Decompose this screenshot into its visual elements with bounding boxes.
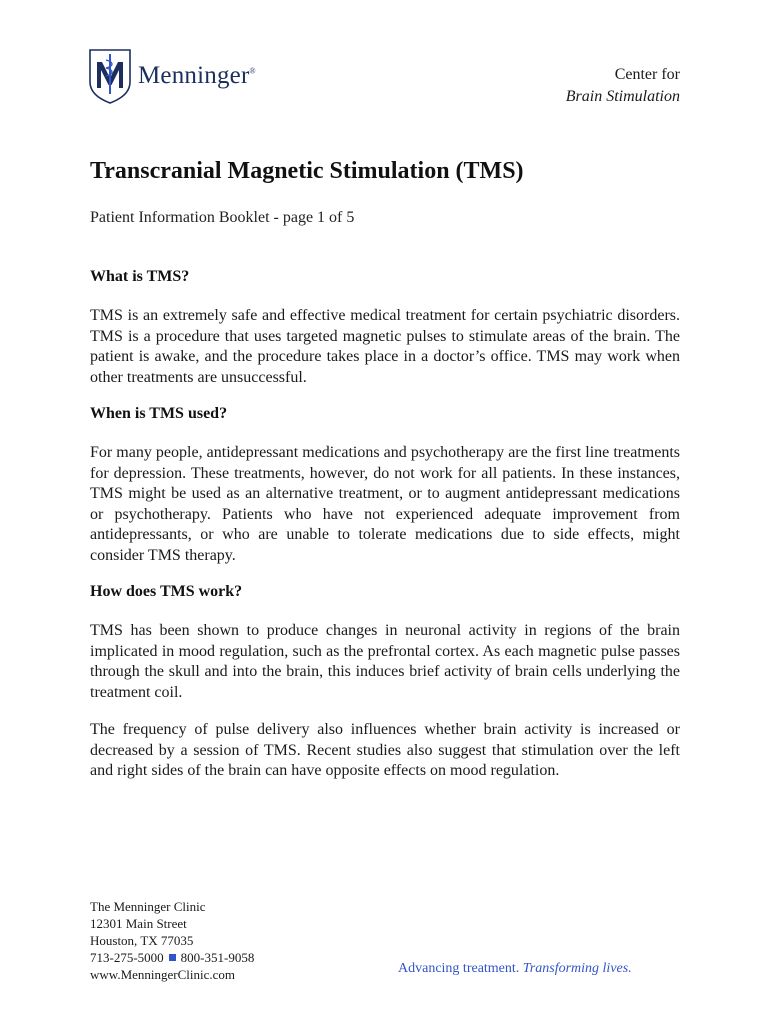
logo-wordmark: Menninger® (138, 62, 256, 89)
center-line-2: Brain Stimulation (565, 88, 680, 105)
menninger-shield-logo-icon (88, 48, 132, 104)
tagline-part-1: Advancing treatment. (398, 961, 520, 976)
section-heading: What is TMS? (90, 268, 190, 285)
footer-website[interactable]: www.MenningerClinic.com (90, 967, 236, 982)
center-header (566, 64, 680, 108)
section-paragraph: TMS has been shown to produce changes in neuronal activity in regions of the brain implicated in mood regulation, such as the prefrontal cortex. As each magnetic pulse passes through the skull and into the brain, this induces brief activity of brain cells underlying the treatment coil. (90, 622, 680, 701)
square-separator-icon (169, 954, 176, 961)
footer-phones (90, 949, 254, 966)
footer-phone-1: 713-275-5000 (90, 950, 164, 965)
footer-street: 12301 Main Street (90, 916, 187, 931)
section-paragraph: For many people, antidepressant medications and psychotherapy are the first line treatments for depression. These treatments, however, do not work for all patients. In these instances, TMS might be used as an alternative treatment, or to augment antidepressant medications or psychotherapy. Patients who have not experienced adequate improvement from antidepressants, or who are unable to tolerate medications due to side effects, might consider TMS therapy. (90, 444, 680, 564)
tagline (398, 961, 632, 977)
section-when-is-tms-used (90, 405, 680, 566)
footer-phone-2: 800-351-9058 (180, 950, 255, 965)
footer-org: The Menninger Clinic (90, 899, 206, 914)
document-title: Transcranial Magnetic Stimulation (TMS) (90, 158, 524, 184)
document-subtitle: Patient Information Booklet - page 1 of 5 (90, 209, 355, 226)
document-body (90, 268, 680, 799)
footer-city: Houston, TX 77035 (90, 933, 194, 948)
section-how-does-tms-work (90, 583, 680, 782)
section-paragraph: TMS is an extremely safe and effective medical treatment for certain psychiatric disorders. TMS is a procedure that uses targeted magnetic pulses to stimulate areas of the brain. The patient is awake, and the procedure takes place in a doctor’s office. TMS may work when other treatments are unsuccessful. (90, 307, 680, 386)
section-heading: When is TMS used? (90, 405, 228, 422)
tagline-part-2: Transforming lives. (522, 961, 632, 976)
section-paragraph: The frequency of pulse delivery also influences whether brain activity is increased or decreased by a session of TMS. Recent studies also suggest that stimulation over the left and right sides of the brain can have opposite effects on mood regulation. (90, 721, 680, 779)
menninger-logo (88, 48, 256, 104)
footer-address (90, 898, 254, 983)
center-line-1: Center for (614, 66, 680, 83)
section-what-is-tms (90, 268, 680, 388)
section-heading: How does TMS work? (90, 583, 243, 600)
